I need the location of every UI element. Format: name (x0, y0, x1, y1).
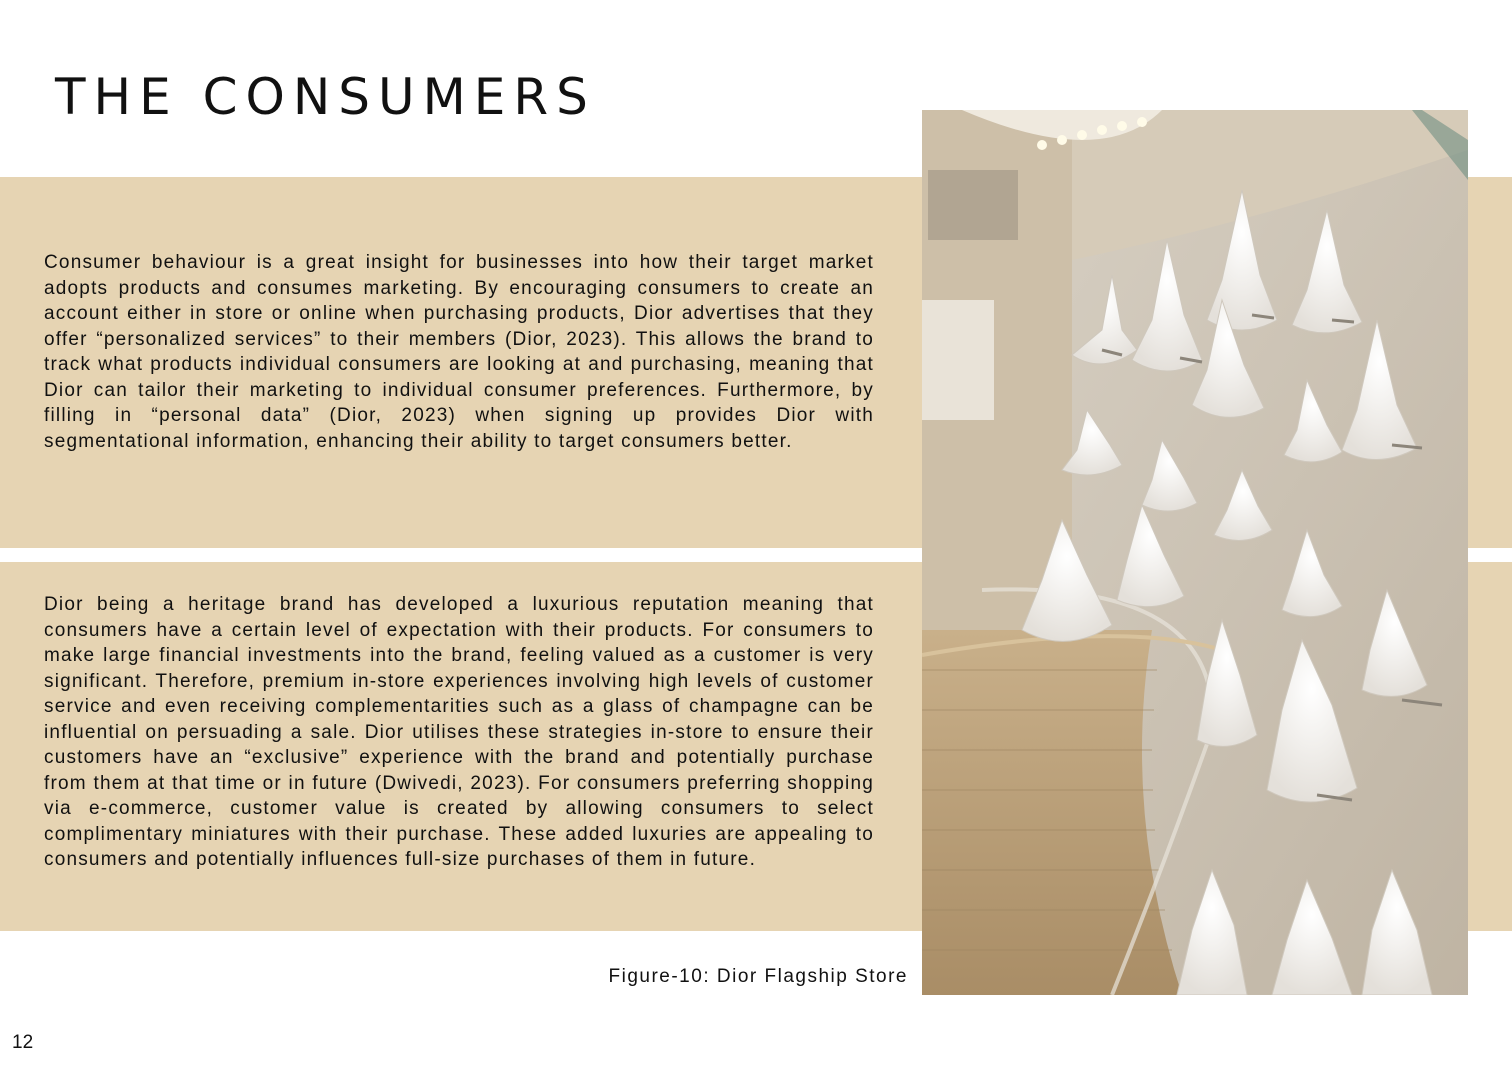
consumer-behaviour-paragraph: Consumer behaviour is a great insight for businesses into how their target market adopts products and consumes marketing. By encouraging consumers to create an account either in store or online when purchasing products, Dior advertises that they offer “personalized services” to their members (Dior, 2023). This allows the brand to track what products individual consumers are looking at and purchasing, meaning that Dior can tailor their marketing to individual consumer preferences. Furthermore, by filling in “personal data” (Dior, 2023) when signing up provides Dior with segmentational information, enhancing their ability to target consumers better. (44, 252, 874, 452)
dior-flagship-store-photo (922, 110, 1468, 995)
heritage-brand-paragraph: Dior being a heritage brand has developed a luxurious reputation meaning that consumers have a certain level of expectation with their products. For consumers to make large financial investments into the brand, feeling valued as a customer is very significant. Therefore, premium in-store experiences involving high levels of customer service and even receiving complementarities such as a glass of champagne can be influential on persuading a sale. Dior utilises these strategies in-store to ensure their customers have an “exclusive” experience with the brand and potentially purchase from them at that time or in future (Dwivedi, 2023). For consumers preferring shopping via e-commerce, customer value is created by allowing consumers to select complimentary miniatures with their purchase. These added luxuries are appealing to consumers and potentially influences full-size purchases of them in future. (44, 594, 874, 870)
page-title: THE CONSUMERS (55, 68, 596, 126)
page-number: 12 (12, 1032, 34, 1053)
figure-caption: Figure-10: Dior Flagship Store (608, 966, 908, 987)
